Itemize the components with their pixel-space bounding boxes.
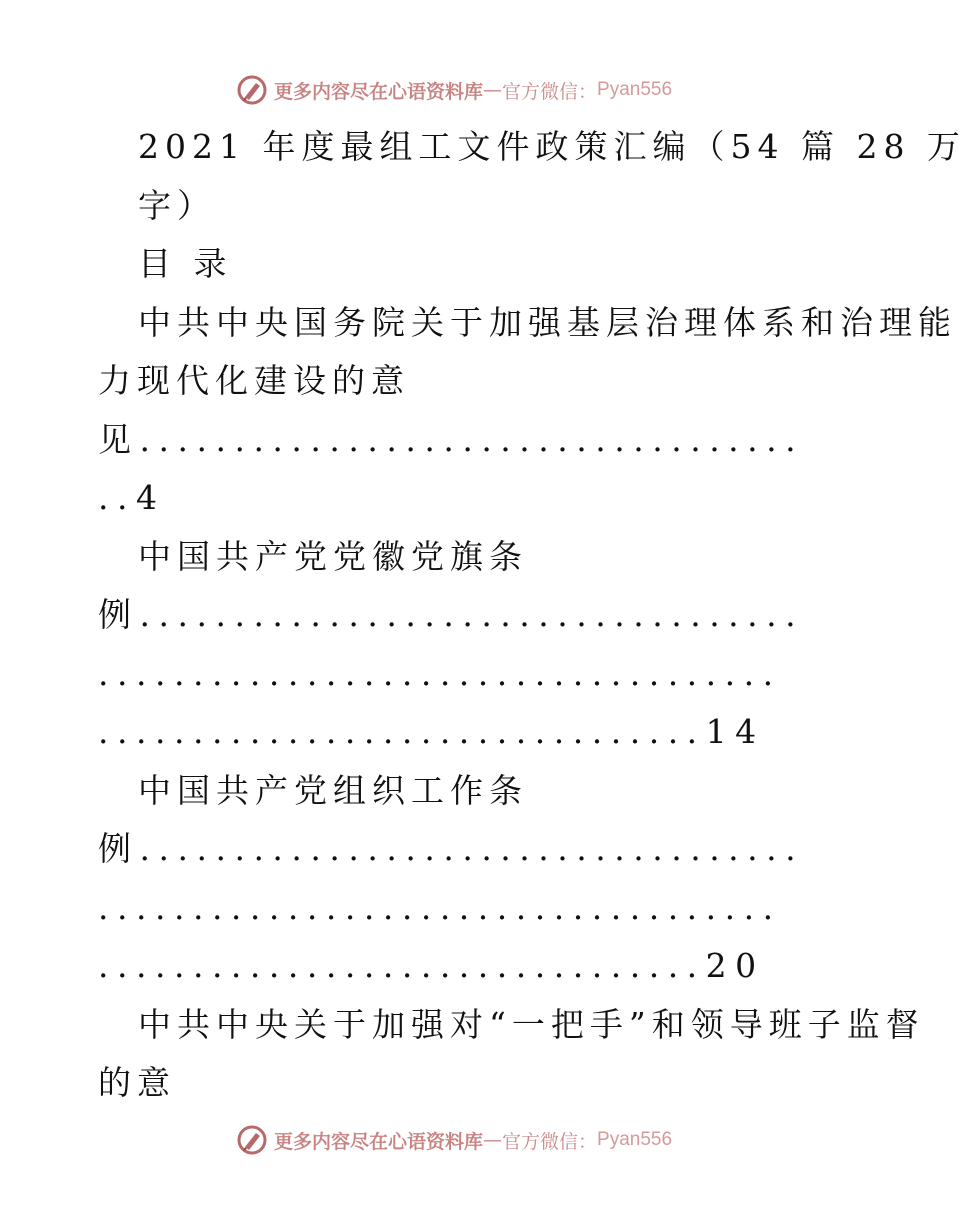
toc-entry-1-leader-1: 见................................... (98, 419, 805, 459)
toc-entry-1-line-2: 力现代化建设的意 (98, 361, 410, 400)
toc-entry-2-page: ................................14 (98, 712, 765, 751)
toc-entry-3-leader-1: 例................................... (98, 829, 805, 868)
watermark-sub-text: 官方微信： (502, 80, 598, 103)
watermark-separator: — (483, 79, 503, 101)
toc-entry-4-line-1: 中共中央关于加强对“一把手”和领导班子监督 (138, 1004, 925, 1044)
pen-logo-icon (236, 1124, 268, 1156)
document-title-line-1: 2021 年度最组工文件政策汇编（54 篇 28 万 (138, 127, 966, 166)
watermark-wechat-id: Pyan556 (597, 79, 673, 100)
toc-entry-2-leader-1: 例................................... (98, 595, 805, 634)
footer-watermark (236, 1122, 672, 1158)
toc-entry-1-line-1: 中共中央国务院关于加强基层治理体系和治理能 (138, 302, 957, 342)
watermark-separator: — (483, 1129, 503, 1151)
watermark-wechat-id: Pyan556 (597, 1129, 673, 1150)
toc-entry-3-line-1: 中国共产党组织工作条 (138, 770, 528, 810)
watermark-sub-text: 官方微信： (502, 1130, 598, 1153)
toc-entry-1-page: ..4 (98, 478, 166, 517)
document-body (98, 118, 966, 1113)
watermark-main-text: 更多内容尽在心语资料库 (274, 80, 484, 103)
toc-entry-3-page: ................................20 (98, 946, 765, 985)
document-title-line-2: 字） (138, 185, 216, 225)
toc-entry-2-line-1: 中国共产党党徽党旗条 (138, 536, 528, 576)
toc-entry-3-leader-2: .................................... (98, 887, 782, 927)
toc-entry-4-line-2: 的意 (98, 1063, 176, 1102)
watermark-main-text: 更多内容尽在心语资料库 (274, 1130, 484, 1153)
header-watermark (236, 72, 672, 108)
toc-heading: 目 录 (138, 244, 233, 283)
pen-logo-icon (236, 74, 268, 106)
toc-entry-2-leader-2: .................................... (98, 653, 782, 693)
